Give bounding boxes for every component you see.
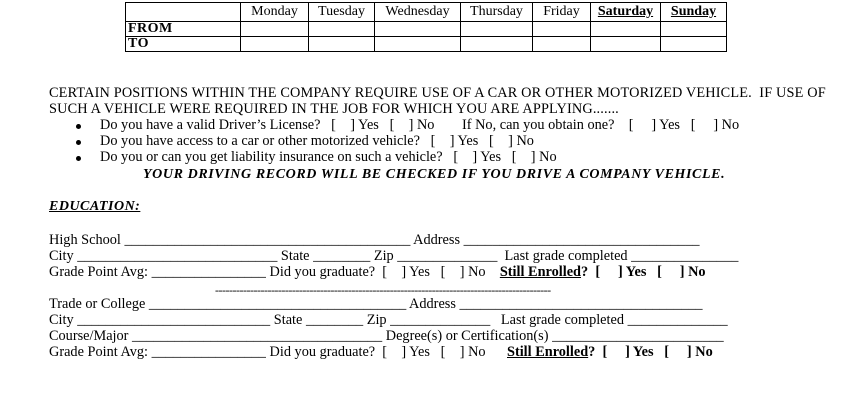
from-tuesday-field[interactable] xyxy=(309,22,375,37)
from-wednesday-field[interactable] xyxy=(375,22,461,37)
from-friday-field[interactable] xyxy=(533,22,591,37)
to-thursday-field[interactable] xyxy=(461,37,533,52)
day-header-wednesday: Wednesday xyxy=(375,3,461,22)
high-school-gpa-text: Grade Point Avg: ________________ Did you graduate? [ ] Yes [ ] No xyxy=(49,264,486,280)
availability-header-row xyxy=(126,3,727,22)
section-separator: ------------------------------------------------------------------------------------------------ xyxy=(215,283,551,297)
insurance-question: Do you or can you get liability insurance on such a vehicle? [ ] Yes [ ] No xyxy=(100,149,557,165)
availability-table xyxy=(125,2,727,52)
college-still-enrolled-label: Still Enrolled xyxy=(507,344,589,360)
availability-to-row xyxy=(126,37,727,52)
college-gpa-text: Grade Point Avg: ________________ Did you graduate? [ ] Yes [ ] No xyxy=(49,344,486,360)
to-saturday-field[interactable] xyxy=(591,37,661,52)
day-header-monday: Monday xyxy=(241,3,309,22)
day-header-saturday: Saturday xyxy=(591,3,661,22)
college-line: Trade or College ____________________________________ Address __________________________________ xyxy=(49,296,703,312)
availability-from-row xyxy=(126,22,727,37)
from-thursday-field[interactable] xyxy=(461,22,533,37)
high-school-still-enrolled-options: ? [ ] Yes [ ] No xyxy=(581,264,706,280)
high-school-gpa-line xyxy=(49,264,706,280)
education-heading: EDUCATION: xyxy=(49,199,141,214)
to-label: TO xyxy=(126,37,241,52)
college-still-enrolled-options: ? [ ] Yes [ ] No xyxy=(588,344,713,360)
high-school-city-line: City ____________________________ State ________ Zip ______________ Last grade completed _______________ xyxy=(49,248,739,264)
to-wednesday-field[interactable] xyxy=(375,37,461,52)
license-obtain-question: If No, can you obtain one? [ ] Yes [ ] No xyxy=(462,117,740,133)
availability-corner-cell xyxy=(126,3,241,22)
day-header-tuesday: Tuesday xyxy=(309,3,375,22)
bullet-icon xyxy=(76,140,81,145)
to-tuesday-field[interactable] xyxy=(309,37,375,52)
bullet-icon xyxy=(76,156,81,161)
day-header-thursday: Thursday xyxy=(461,3,533,22)
college-gpa-line xyxy=(49,344,713,360)
from-monday-field[interactable] xyxy=(241,22,309,37)
vehicle-intro-line-2: SUCH A VEHICLE WERE REQUIRED IN THE JOB FOR WHICH YOU ARE APPLYING....... xyxy=(49,101,619,117)
college-city-line: City ___________________________ State ________ Zip ______________ Last grade completed ______________ xyxy=(49,312,728,328)
to-friday-field[interactable] xyxy=(533,37,591,52)
day-header-friday: Friday xyxy=(533,3,591,22)
from-saturday-field[interactable] xyxy=(591,22,661,37)
high-school-still-enrolled-label: Still Enrolled xyxy=(499,264,582,280)
day-header-sunday: Sunday xyxy=(661,3,727,22)
from-label: FROM xyxy=(126,22,241,37)
to-sunday-field[interactable] xyxy=(661,37,727,52)
college-major-line: Course/Major ___________________________________ Degree(s) or Certification(s) ________________________ xyxy=(49,328,724,344)
to-monday-field[interactable] xyxy=(241,37,309,52)
from-sunday-field[interactable] xyxy=(661,22,727,37)
bullet-icon xyxy=(76,124,81,129)
high-school-line: High School ________________________________________ Address _________________________________ xyxy=(49,232,700,248)
driving-record-warning: YOUR DRIVING RECORD WILL BE CHECKED IF YOU DRIVE A COMPANY VEHICLE. xyxy=(143,167,726,182)
license-question: Do you have a valid Driver’s License? [ ] Yes [ ] No xyxy=(100,117,435,133)
vehicle-access-question: Do you have access to a car or other motorized vehicle? [ ] Yes [ ] No xyxy=(100,133,534,149)
vehicle-intro-line-1: CERTAIN POSITIONS WITHIN THE COMPANY REQUIRE USE OF A CAR OR OTHER MOTORIZED VEHICLE. IF USE OF xyxy=(49,85,826,101)
